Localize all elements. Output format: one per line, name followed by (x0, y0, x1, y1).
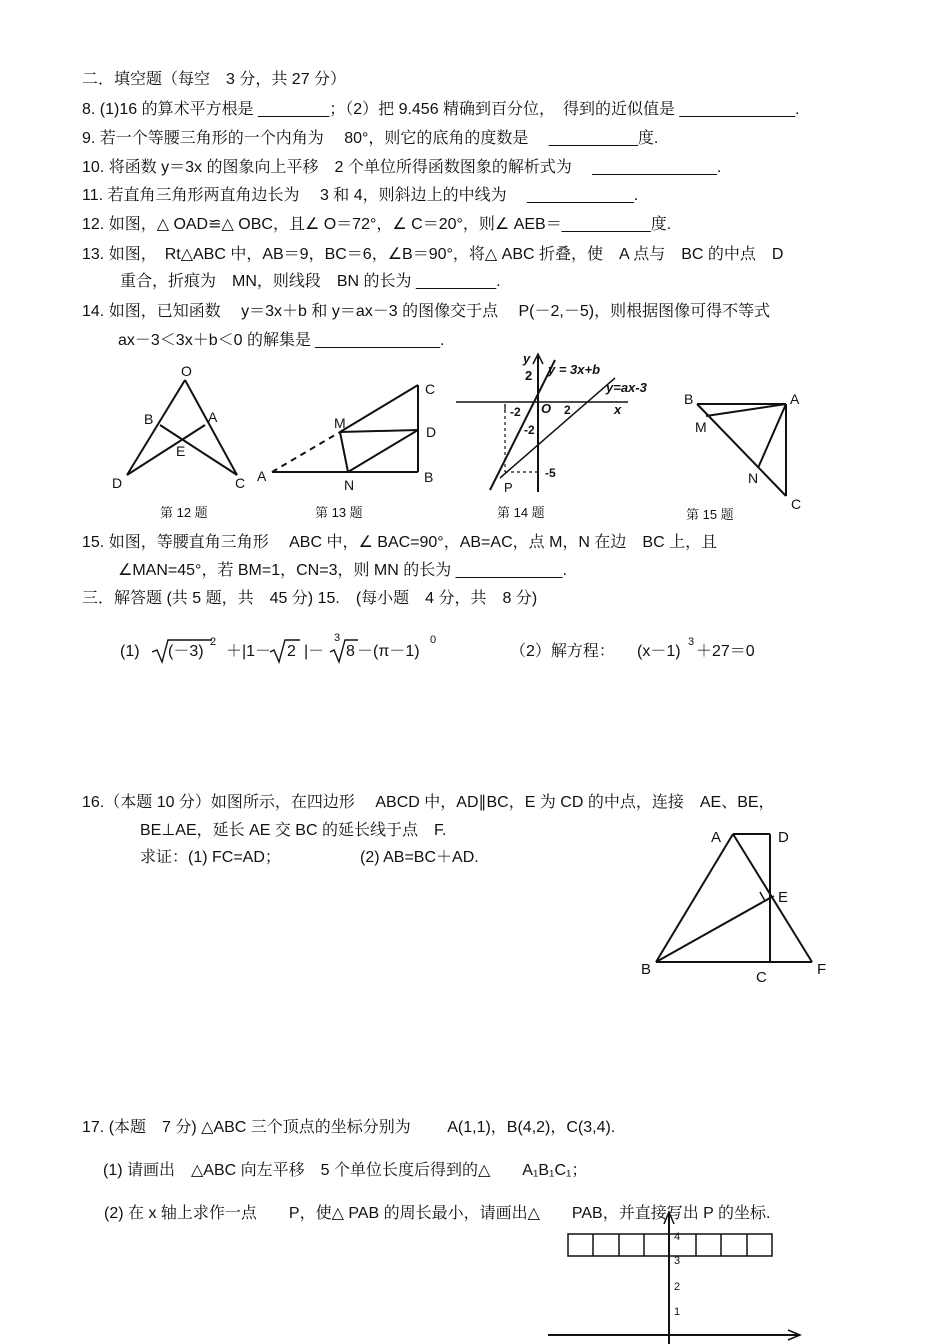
p1-root-index: 3 (334, 632, 341, 644)
fig12-label-d: D (112, 475, 123, 491)
q14-text-line2: ax－3＜3x＋b＜0 的解集是 ______________. (118, 332, 445, 349)
p1-exponent-2: 0 (430, 634, 437, 646)
fig17-tick-1: 1 (674, 1306, 681, 1318)
section2-title: 二．填空题（每空 3 分，共 27 分） (82, 71, 347, 88)
fig14-line2-label: y=ax-3 (606, 380, 647, 395)
p1-radicand-3: 8 (346, 643, 355, 660)
figure-12 (127, 380, 237, 475)
fig12-caption: 第 12 题 (160, 505, 208, 520)
q11-text: 11. 若直角三角形两直角边长为 3 和 4，则斜边上的中线为 ____________. (82, 187, 639, 204)
fig12-label-e: E (176, 443, 186, 459)
fig13-label-n: N (344, 477, 355, 493)
q17-text-line1: 17. (本题 7 分) △ABC 三个顶点的坐标分别为 A(1,1)，B(4,2)，C(3,4). (82, 1119, 616, 1136)
q13-text-line2: 重合，折痕为 MN，则线段 BN 的长为 _________. (120, 273, 501, 290)
fig15-label-n: N (748, 470, 759, 486)
q8-text: 8. (1)16 的算术平方根是 ________；（2）把 9.456 精确到百分位， 得到的近似值是 _____________. (82, 101, 800, 118)
fig15-label-c: C (791, 496, 802, 512)
fig13-label-c: C (425, 381, 436, 397)
fig17-tick-4: 4 (674, 1231, 681, 1243)
fig12-label-a: A (208, 409, 218, 425)
fig17-tick-2: 2 (674, 1281, 681, 1293)
fig13-label-a: A (257, 468, 267, 484)
fig14-tick-yn5: -5 (545, 466, 556, 480)
q16-text-line2: BE⊥AE，延长 AE 交 BC 的延长线于点 F. (140, 822, 447, 839)
q15-text-line2: ∠MAN=45°，若 BM=1，CN=3，则 MN 的长为 ____________. (118, 562, 567, 579)
fig12-label-c: C (235, 475, 246, 491)
q16-proof-2: (2) AB=BC＋AD. (360, 849, 479, 866)
q15-text-line1: 15. 如图，等腰直角三角形 ABC 中，∠ BAC=90°，AB=AC，点 M，N 在边 BC 上，且 (82, 534, 718, 551)
fig15-label-m: M (695, 419, 707, 435)
p1-label: (1) (120, 643, 140, 660)
fig13-label-b: B (424, 469, 434, 485)
fig14-origin: O (541, 401, 552, 416)
q17-text-line3: (2) 在 x 轴上求作一点 P，使△ PAB 的周长最小，请画出△ PAB，并直接写出 P 的坐标. (104, 1205, 771, 1222)
p1-term-2: |－ (304, 643, 325, 660)
q16-proof-1: 求证：(1) FC=AD； (140, 849, 281, 866)
fig14-tick-yn2: -2 (524, 423, 535, 437)
q12-text: 12. 如图，△ OAD≌△ OBC，且∠ O＝72°，∠ C＝20°，则∠ AEB＝__________度. (82, 216, 672, 233)
fig17-tick-3: 3 (674, 1255, 681, 1267)
p2-label: （2）解方程： (510, 643, 615, 660)
q17-text-line2: (1) 请画出 △ABC 向左平移 5 个单位长度后得到的△ A₁B₁C₁； (103, 1162, 588, 1179)
fig15-label-b: B (684, 391, 694, 407)
fig14-label-p: P (504, 480, 513, 495)
figure-16 (656, 834, 812, 962)
fig14-tick-y2: 2 (525, 368, 533, 383)
fig15-caption: 第 15 题 (686, 507, 734, 522)
fig16-label-c: C (756, 969, 767, 986)
fig16-label-e: E (778, 889, 789, 906)
fig13-label-d: D (426, 424, 437, 440)
q9-text: 9. 若一个等腰三角形的一个内角为 80°，则它的底角的度数是 __________度. (82, 130, 659, 147)
fig12-label-b: B (144, 411, 154, 427)
fig15-label-a: A (790, 391, 800, 407)
p1-term-3: －(π－1) (357, 643, 420, 660)
fig14-label-y: y (523, 351, 531, 366)
figure-14 (456, 354, 628, 492)
fig14-line1-label: y = 3x+b (548, 362, 601, 377)
fig13-label-m: M (334, 415, 346, 431)
section3-title: 三．解答题 (共 5 题，共 45 分) 15. (每小题 4 分，共 8 分) (82, 590, 538, 607)
fig16-label-b: B (641, 961, 652, 978)
q16-text-line1: 16.（本题 10 分）如图所示，在四边形 ABCD 中，AD∥BC，E 为 CD 的中点，连接 AE、BE， (82, 794, 775, 811)
figure-15 (697, 404, 786, 496)
q13-text-line1: 13. 如图， Rt△ABC 中，AB＝9，BC＝6，∠B＝90°，将△ ABC 折叠，使 A 点与 BC 的中点 D (82, 246, 784, 263)
fig16-label-a: A (711, 829, 722, 846)
fig12-label-o: O (181, 363, 192, 379)
p1-exponent-1: 2 (210, 636, 217, 648)
fig14-tick-x2: 2 (564, 403, 571, 417)
p1-term-1: ＋|1－ (226, 643, 272, 660)
fig16-label-f: F (817, 961, 827, 978)
p2-exponent: 3 (688, 636, 695, 648)
fig14-caption: 第 14 题 (497, 505, 545, 520)
q14-text-line1: 14. 如图，已知函数 y＝3x＋b 和 y＝ax－3 的图像交于点 P(－2,－5)，则根据图像可得不等式 (82, 303, 771, 320)
p2-term-a: (x－1) (637, 643, 681, 660)
fig14-label-x: x (614, 402, 622, 417)
p2-term-b: ＋27＝0 (696, 643, 755, 660)
fig14-tick-xn2: -2 (510, 405, 521, 419)
fig16-label-d: D (778, 829, 789, 846)
p1-radicand-1: (－3) (168, 643, 204, 660)
fig13-caption: 第 13 题 (315, 505, 363, 520)
q10-text: 10. 将函数 y＝3x 的图象向上平移 2 个单位所得函数图象的解析式为 ______________. (82, 159, 722, 176)
p1-radicand-2: 2 (287, 643, 296, 660)
